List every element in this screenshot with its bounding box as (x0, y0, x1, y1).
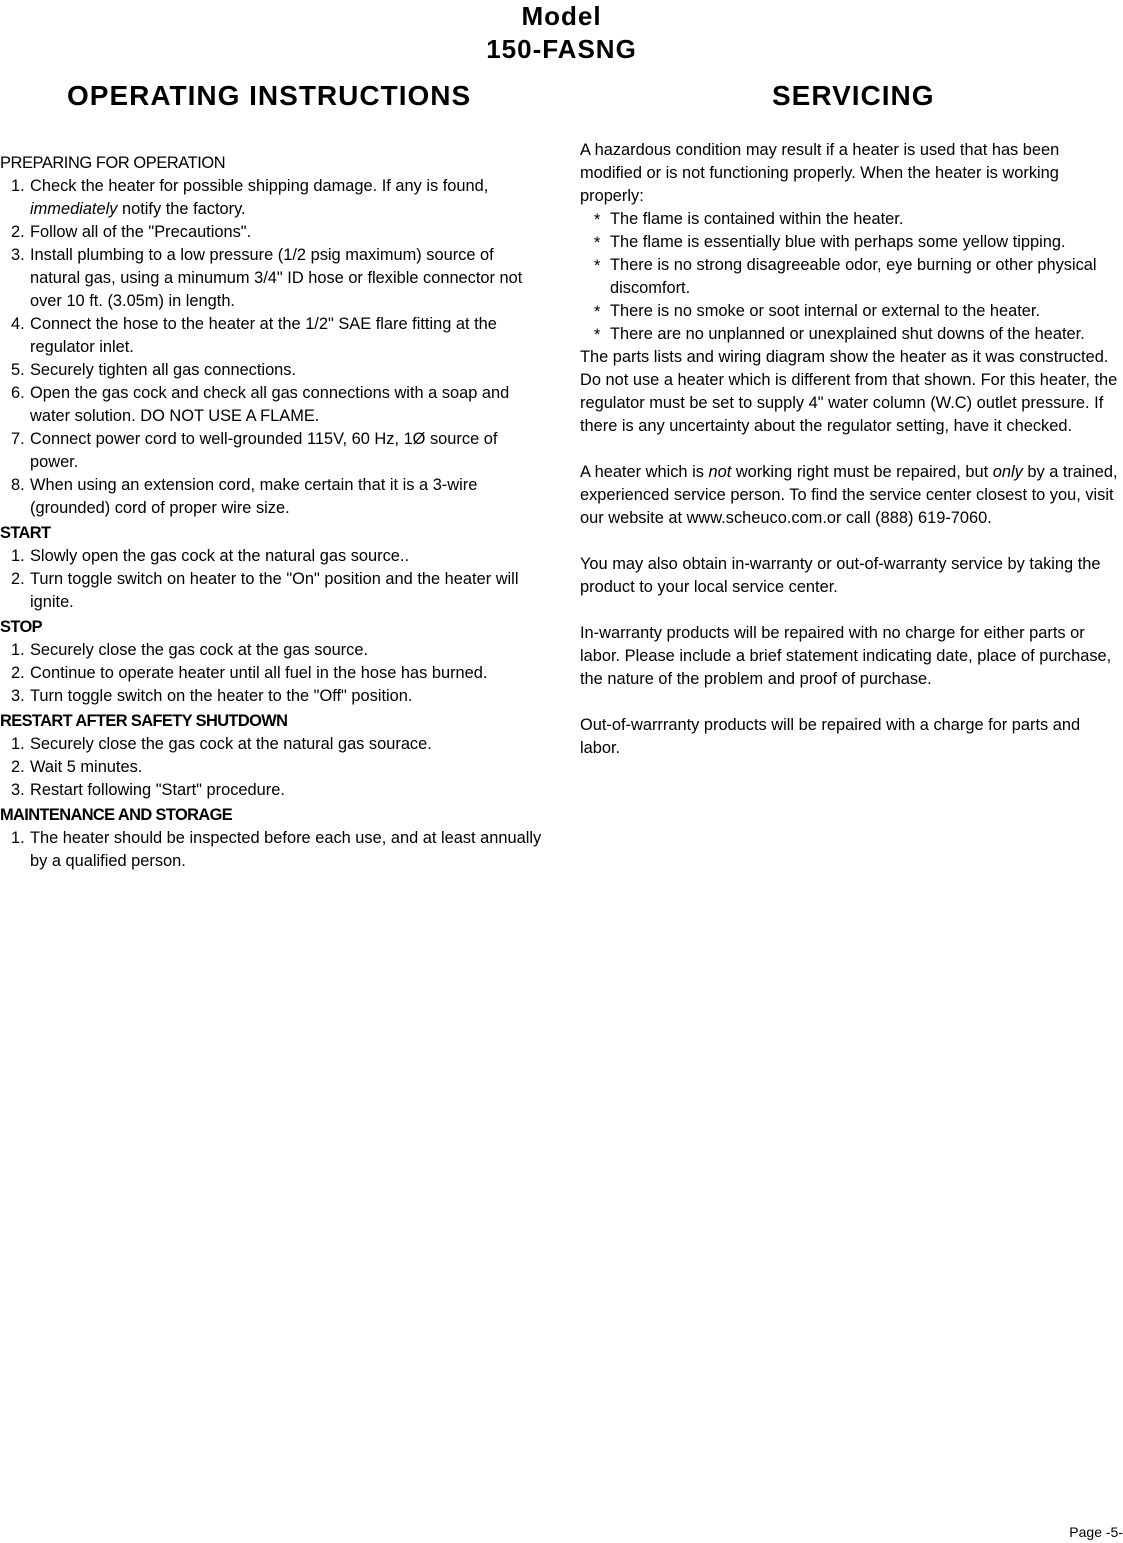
start-heading: START (0, 524, 51, 542)
asterisk-icon: * (594, 211, 601, 229)
step-number: 7. (11, 430, 25, 448)
maintenance-heading: MAINTENANCE AND STORAGE (0, 806, 233, 824)
preparing-steps (0, 175, 545, 520)
parts-list-paragraph: The parts lists and wiring diagram show the heater as it was constructed. Do not use a heater which is different from that shown. For this heater, the regulator must be set to supply 4" water column (W.C) outlet pressure. If there is any uncertainty about the regulator setting, have it checked. (580, 348, 1118, 435)
emphasis-text: immediately (30, 200, 118, 218)
model-label: Model (521, 1, 602, 31)
bullet-item (580, 300, 1123, 323)
bullet-text: The flame is essentially blue with perhaps some yellow tipping. (610, 233, 1066, 251)
step-item (0, 756, 545, 779)
step-text: Slowly open the gas cock at the natural gas source.. (30, 547, 410, 565)
step-item (0, 244, 545, 313)
step-text: Check the heater for possible shipping damage. If any is found, immediately notify the factory. (30, 177, 489, 218)
step-item (0, 827, 545, 873)
step-number: 8. (11, 476, 25, 494)
servicing-intro: A hazardous condition may result if a heater is used that has been modified or is not functioning properly. When the heater is working properly: (580, 141, 1060, 205)
repair-paragraph: A heater which is not working right must be repaired, but only by a trained, experienced service person. To find the service center closest to you, visit our website at www.scheuco.com.or call (888) 619-7060. (580, 463, 1118, 527)
restart-heading: RESTART AFTER SAFETY SHUTDOWN (0, 712, 288, 730)
step-item (0, 428, 545, 474)
bullet-item (580, 254, 1123, 300)
step-number: 3. (11, 246, 25, 264)
bullet-item (580, 208, 1123, 231)
step-text: Turn toggle switch on heater to the "On" position and the heater will ignite. (30, 570, 519, 611)
out-of-warranty-paragraph: Out-of-warrranty products will be repaired with a charge for parts and labor. (580, 716, 1081, 757)
step-number: 2. (11, 223, 25, 241)
step-number: 2. (11, 758, 25, 776)
step-item (0, 568, 545, 614)
preparing-heading: PREPARING FOR OPERATION (0, 154, 226, 172)
page-number: Page -5- (1069, 1524, 1123, 1540)
step-text: When using an extension cord, make certain that it is a 3-wire (grounded) cord of proper wire size. (30, 476, 478, 517)
step-item (0, 662, 545, 685)
step-text: Wait 5 minutes. (30, 758, 143, 776)
step-number: 2. (11, 570, 25, 588)
step-text: Connect power cord to well-grounded 115V, 60 Hz, 1Ø source of power. (30, 430, 498, 471)
asterisk-icon: * (594, 257, 601, 275)
step-item (0, 359, 545, 382)
operating-instructions-title: OPERATING INSTRUCTIONS (67, 80, 472, 111)
step-text: Securely close the gas cock at the natural gas sourace. (30, 735, 432, 753)
working-properly-list (580, 208, 1123, 346)
step-item (0, 639, 545, 662)
step-number: 6. (11, 384, 25, 402)
step-item (0, 175, 545, 221)
emphasis-text: only (992, 463, 1023, 481)
step-item (0, 221, 545, 244)
asterisk-icon: * (594, 234, 601, 252)
start-steps (0, 545, 545, 614)
servicing-body (580, 139, 1123, 760)
step-text: Connect the hose to the heater at the 1/2" SAE flare fitting at the regulator inlet. (30, 315, 497, 356)
step-number: 1. (11, 641, 25, 659)
step-text: Follow all of the "Precautions". (30, 223, 252, 241)
operating-instructions-body (0, 152, 545, 873)
step-number: 5. (11, 361, 25, 379)
step-item (0, 779, 545, 802)
step-number: 1. (11, 547, 25, 565)
step-item (0, 474, 545, 520)
step-number: 1. (11, 829, 25, 847)
step-number: 1. (11, 735, 25, 753)
document-header (0, 0, 1123, 66)
asterisk-icon: * (594, 303, 601, 321)
step-item (0, 382, 545, 428)
step-text: Install plumbing to a low pressure (1/2 psig maximum) source of natural gas, using a minumum 3/4" ID hose or flexible connector not over 10 ft. (3.05m) in length. (30, 246, 523, 310)
emphasis-text: not (708, 463, 732, 481)
step-text: Open the gas cock and check all gas connections with a soap and water solution. DO NOT USE A FLAME. (30, 384, 510, 425)
step-number: 1. (11, 177, 25, 195)
step-text: Turn toggle switch on the heater to the "Off" position. (30, 687, 413, 705)
servicing-intro-block (580, 139, 1123, 346)
bullet-text: There are no unplanned or unexplained shut downs of the heater. (610, 325, 1085, 343)
bullet-text: There is no strong disagreeable odor, eye burning or other physical discomfort. (610, 256, 1097, 297)
step-item (0, 685, 545, 708)
bullet-item (580, 323, 1123, 346)
step-text: Continue to operate heater until all fuel in the hose has burned. (30, 664, 488, 682)
bullet-text: The flame is contained within the heater. (610, 210, 904, 228)
model-number: 150-FASNG (486, 34, 637, 64)
stop-heading: STOP (0, 618, 42, 636)
step-text: Restart following "Start" procedure. (30, 781, 285, 799)
stop-steps (0, 639, 545, 708)
asterisk-icon: * (594, 326, 601, 344)
bullet-text: There is no smoke or soot internal or external to the heater. (610, 302, 1041, 320)
step-number: 3. (11, 781, 25, 799)
step-text: Securely tighten all gas connections. (30, 361, 297, 379)
in-warranty-paragraph: In-warranty products will be repaired with no charge for either parts or labor. Please include a brief statement indicating date, place of purchase, the nature of the problem and proof of purchase. (580, 624, 1112, 688)
step-number: 3. (11, 687, 25, 705)
step-item (0, 733, 545, 756)
maintenance-steps (0, 827, 545, 873)
bullet-item (580, 231, 1123, 254)
step-number: 2. (11, 664, 25, 682)
step-number: 4. (11, 315, 25, 333)
step-text: The heater should be inspected before each use, and at least annually by a qualified person. (30, 829, 542, 870)
local-service-paragraph: You may also obtain in-warranty or out-of-warranty service by taking the product to your local service center. (580, 555, 1101, 596)
step-item (0, 313, 545, 359)
step-item (0, 545, 545, 568)
restart-steps (0, 733, 545, 802)
servicing-title: SERVICING (772, 80, 935, 111)
step-text: Securely close the gas cock at the gas source. (30, 641, 369, 659)
